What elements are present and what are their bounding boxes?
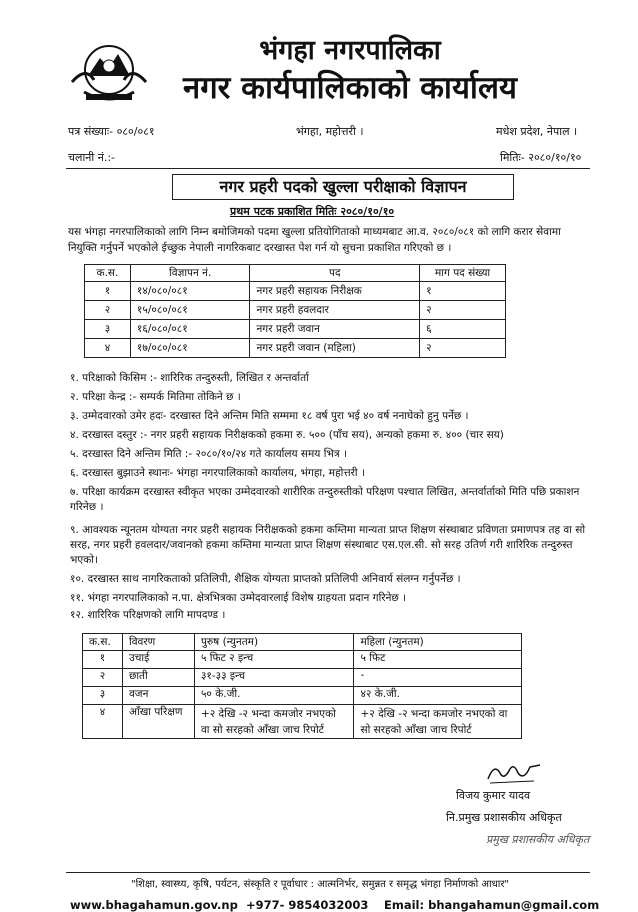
list-item: १२. शारिरिक परिक्षणको लागि मापदण्ड । <box>70 609 226 621</box>
table-cell: १७/०८०/०८१ <box>130 339 250 358</box>
table-cell: +२ देखि -२ भन्दा कमजोर नभएको वा सो सरहको आँखा जाच रिपोर्ट <box>194 705 354 739</box>
table-cell: आँखा परिक्षण <box>122 705 194 739</box>
list-item: ११. भंगहा नगरपालिकाको न.पा. क्षेत्रभित्रका उम्मेदवारलाई विशेष ग्राहयता प्रदान गरिनेछ । <box>70 592 407 604</box>
table-cell: ६ <box>420 320 506 339</box>
table-cell: १ <box>420 282 506 301</box>
table-cell: नगर प्रहरी जवान (महिला) <box>250 339 420 358</box>
table-cell: २ <box>420 301 506 320</box>
header-cell: महिला (न्युनतम) <box>354 634 522 651</box>
table-cell: १६/०८०/०८१ <box>130 320 250 339</box>
table-cell: ४२ के.जी. <box>354 687 522 705</box>
table-row <box>83 651 522 669</box>
footer-divider <box>66 872 590 873</box>
table-row <box>85 339 506 358</box>
table-header-row <box>83 634 522 651</box>
table-row <box>85 301 506 320</box>
table-cell: १४/०८०/०८१ <box>130 282 250 301</box>
government-emblem <box>66 36 152 106</box>
table-cell: वजन <box>122 687 194 705</box>
notice-title: नगर प्रहरी पदको खुल्ला परीक्षाको विज्ञापन <box>172 174 514 200</box>
date: मितिः- २०८०/१०/१० <box>500 151 582 164</box>
table-cell: - <box>354 669 522 687</box>
header-cell: क.स. <box>85 265 131 282</box>
list-item: ६. दरखास्त बुझाउने स्थानः- भंगहा नगरपालिकाको कार्यालय, भंगहा, महोत्तरी । <box>70 467 365 479</box>
municipality-name: भंगहा नगरपालिका <box>259 35 441 66</box>
header-cell: पद <box>250 265 420 282</box>
notice-intro: यस भंगहा नगरपालिकाको लागि निम्न बमोजिमको पदमा खुल्ला प्रतियोगिताको माध्यमबाट आ.व. २०८०/०८१ को लागि करार सेवामा नियुक्ति गर्नुपर्ने भएकोले ईच्छुक नेपाली नागरिकबाट दरखास्त पेश गर्न यो सुचना प्रकाशित गरिएको छ । <box>68 226 561 254</box>
province: मधेश प्रदेश, नेपाल । <box>496 125 578 138</box>
list-item: १०. दरखास्त साथ नागरिकताको प्रतिलिपी, शैक्षिक योग्यता प्राप्तको प्रतिलिपी अनिवार्य संलग्न गर्नुपर्नेछ । <box>70 573 461 585</box>
header-cell: विवरण <box>122 634 194 651</box>
table-cell: ४ <box>85 339 131 358</box>
physical-criteria-table <box>82 633 522 739</box>
header-cell: विज्ञापन नं. <box>130 265 250 282</box>
office-name: नगर कार्यपालिकाको कार्यालय <box>183 70 517 106</box>
table-cell: ४ <box>83 705 123 739</box>
table-cell: ५० के.जी. <box>194 687 354 705</box>
table-cell: १५/०८०/०८१ <box>130 301 250 320</box>
header-divider <box>66 168 590 169</box>
list-item: १. परिक्षाको किसिम :- शारिरिक तन्दुरुस्ती, लिखित र अन्तर्वार्ता <box>70 372 309 384</box>
table-cell: १ <box>85 282 131 301</box>
table-cell: २ <box>83 669 123 687</box>
table-cell: नगर प्रहरी हवलदार <box>250 301 420 320</box>
signatory-designation: नि.प्रमुख प्रशासकीय अधिकृत <box>446 811 562 824</box>
table-cell: ३ <box>83 687 123 705</box>
table-row <box>85 320 506 339</box>
header-cell: क.स. <box>83 634 123 651</box>
header-cell: माग पद संख्या <box>420 265 506 282</box>
table-cell: उचाई <box>122 651 194 669</box>
table-cell: १ <box>83 651 123 669</box>
list-item: २. परिक्षा केन्द्र :- सम्पर्क मितिमा तोकिने छ । <box>70 391 241 403</box>
list-item: ५. दरखास्त दिने अन्तिम मिति :- २०८०/१०/२४ गते कार्यालय समय भित्र । <box>70 448 347 460</box>
table-cell: छाती <box>122 669 194 687</box>
notice-subtitle: प्रथम पटक प्रकाशित मितिः २०८०/१०/१० <box>230 205 395 218</box>
email-link[interactable]: Email: bhangahamun@gmail.com <box>384 898 600 912</box>
list-item: ३. उम्मेदवारको उमेर हदः- दरखास्त दिने अन्तिम मिति सम्ममा १८ वर्ष पुरा भई ४० वर्ष ननाघेको हुनु पर्नेछ । <box>70 410 469 422</box>
table-row <box>83 669 522 687</box>
table-cell: +२ देखि -२ भन्दा कमजोर नभएको वा सो सरहको आँखा जाच रिपोर्ट <box>354 705 522 739</box>
table-cell: नगर प्रहरी जवान <box>250 320 420 339</box>
footer-slogan: "शिक्षा, स्वास्थ्य, कृषि, पर्यटन, संस्कृति र पूर्वाधार : आत्मनिर्भर, समुन्नत र समृद्ध भंगहा निर्माणको आधार" <box>130 879 510 890</box>
official-stamp: प्रमुख प्रशासकीय अधिकृत <box>486 833 590 846</box>
phone-number: +977- 9854032003 <box>246 898 369 912</box>
list-item: ९. आवश्यक न्यूनतम योग्यता नगर प्रहरी सहायक निरीक्षकको हकमा कम्तिमा मान्यता प्राप्त शिक्षण संस्थाबाट प्रविणता प्रमाणपत्र तह वा सो सरह, नगर प्रहरी हवलदार/जवानको हकमा कम्तिमा मान्यता प्राप्त शिक्षण संस्थाबाट एस.एल.सी. सो सरह उतिर्ण गरी शारिरिक तन्दुरुस्त भएको। <box>70 524 586 566</box>
dispatch-number: चलानी नं.:- <box>68 151 116 164</box>
table-row <box>83 705 522 739</box>
table-cell: ३१-३३ इन्च <box>194 669 354 687</box>
signatory-name: विजय कुमार यादव <box>456 789 531 802</box>
reference-number: पत्र संख्याः- ०८०/०८१ <box>68 125 155 138</box>
list-item: ७. परिक्षा कार्यक्रम दरखास्त स्वीकृत भएका उम्मेदवारको शारीरिक तन्दुरुस्तीको परिक्षण पश्चात लिखित, अन्तर्वार्ताको मिति पछि प्रकाशन गरिनेछ । <box>70 486 580 513</box>
table-cell: ३ <box>85 320 131 339</box>
posts-table <box>84 264 506 358</box>
table-cell: २ <box>85 301 131 320</box>
website-link[interactable]: www.bhagahamun.gov.np <box>70 898 238 912</box>
list-item: ४. दरखास्त दस्तुर :- नगर प्रहरी सहायक निरीक्षकको हकमा रु. ५०० (पाँच सय), अन्यको हकमा रु. ४०० (चार सय) <box>70 429 504 441</box>
table-cell: २ <box>420 339 506 358</box>
table-cell: ५ फिट २ इन्च <box>194 651 354 669</box>
table-header-row <box>85 265 506 282</box>
notes-list <box>70 371 600 623</box>
table-cell: नगर प्रहरी सहायक निरीक्षक <box>250 282 420 301</box>
table-row <box>85 282 506 301</box>
signature <box>484 759 544 787</box>
header-cell: पुरुष (न्युनतम) <box>194 634 354 651</box>
table-cell: ५ फिट <box>354 651 522 669</box>
table-row <box>83 687 522 705</box>
location: भंगहा, महोत्तरी । <box>296 125 364 138</box>
